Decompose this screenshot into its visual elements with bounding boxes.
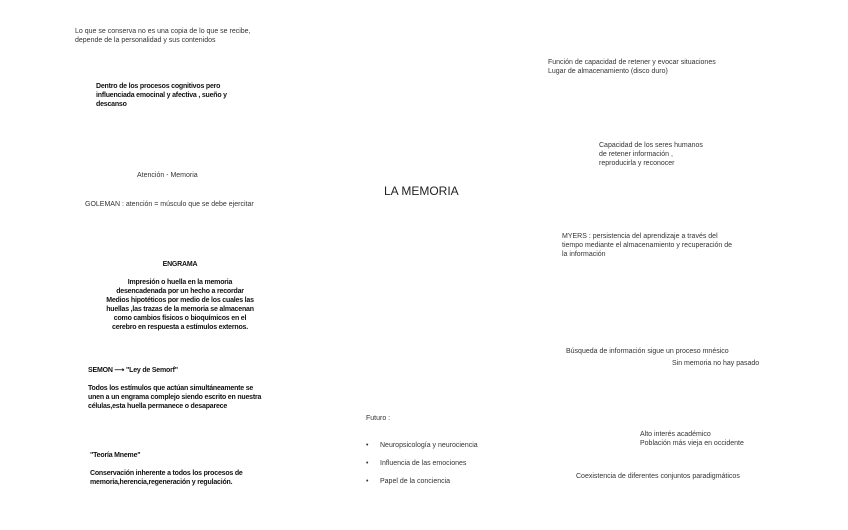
node-attention: Atención - Memoria (137, 172, 198, 179)
engram-body: Impresión o huella en la memoria desencadenada por un hecho a recordar Medios hipotéticos por medio de los cuales las huellas ,las trazas de la memoria se almacenan como cambios físicos o bioquímicos en el cerebro en respuesta a estímulos externos. (106, 279, 254, 331)
node-academic: Alto interés académico Población más vieja en occidente (640, 431, 744, 447)
node-no-memory: Sin memoria no hay pasado (672, 360, 760, 367)
node-function: Función de capacidad de retener y evocar situaciones Lugar de almacenamiento (disco duro) (548, 59, 716, 75)
future-label: Futuro : (366, 415, 391, 422)
central-title: LA MEMORIA (384, 184, 459, 198)
node-paradigms: Coexistencia de diferentes conjuntos paradigmáticos (576, 473, 740, 480)
engram-title: ENGRAMA (162, 261, 198, 268)
future-item: • Influencia de las emociones (366, 459, 478, 468)
node-goleman: GOLEMAN : atención = músculo que se debe ejercitar (85, 201, 254, 208)
future-list (366, 432, 478, 495)
node-search: Búsqueda de información sigue un proceso mnésico (566, 348, 729, 355)
semon-body: Todos los estímulos que actúan simultáneamente se unen a un engrama complejo siendo escrito en nuestra células,esta huella permanece o desaparece (88, 385, 262, 410)
mneme-title: "Teoría Mneme" (90, 452, 141, 459)
node-copy: Lo que se conserva no es una copia de lo que se recibe, depende de la personalidad y sus contenidos (75, 28, 251, 44)
node-mneme (90, 442, 243, 496)
node-semon (88, 357, 261, 420)
node-myers: MYERS : persistencia del aprendizaje a través del tiempo mediante el almacenamiento y recuperación de la información (562, 233, 733, 258)
node-future (366, 405, 478, 504)
node-cognitive: Dentro de los procesos cognitivos pero influenciada emocinal y afectiva , sueño y descanso (96, 83, 227, 108)
node-engram (80, 251, 280, 341)
mneme-body: Conservación inherente a todos los procesos de memoria,herencia,regeneración y regulación. (90, 470, 243, 486)
future-item: • Papel de la conciencia (366, 477, 478, 486)
future-item: • Neuropsicología y neurociencia (366, 441, 478, 450)
semon-title: SEMON ⟶ "Ley de Semorf" (88, 367, 178, 374)
node-capacity: Capacidad de los seres humanos de retener información , reproducirla y reconocer (599, 142, 703, 167)
